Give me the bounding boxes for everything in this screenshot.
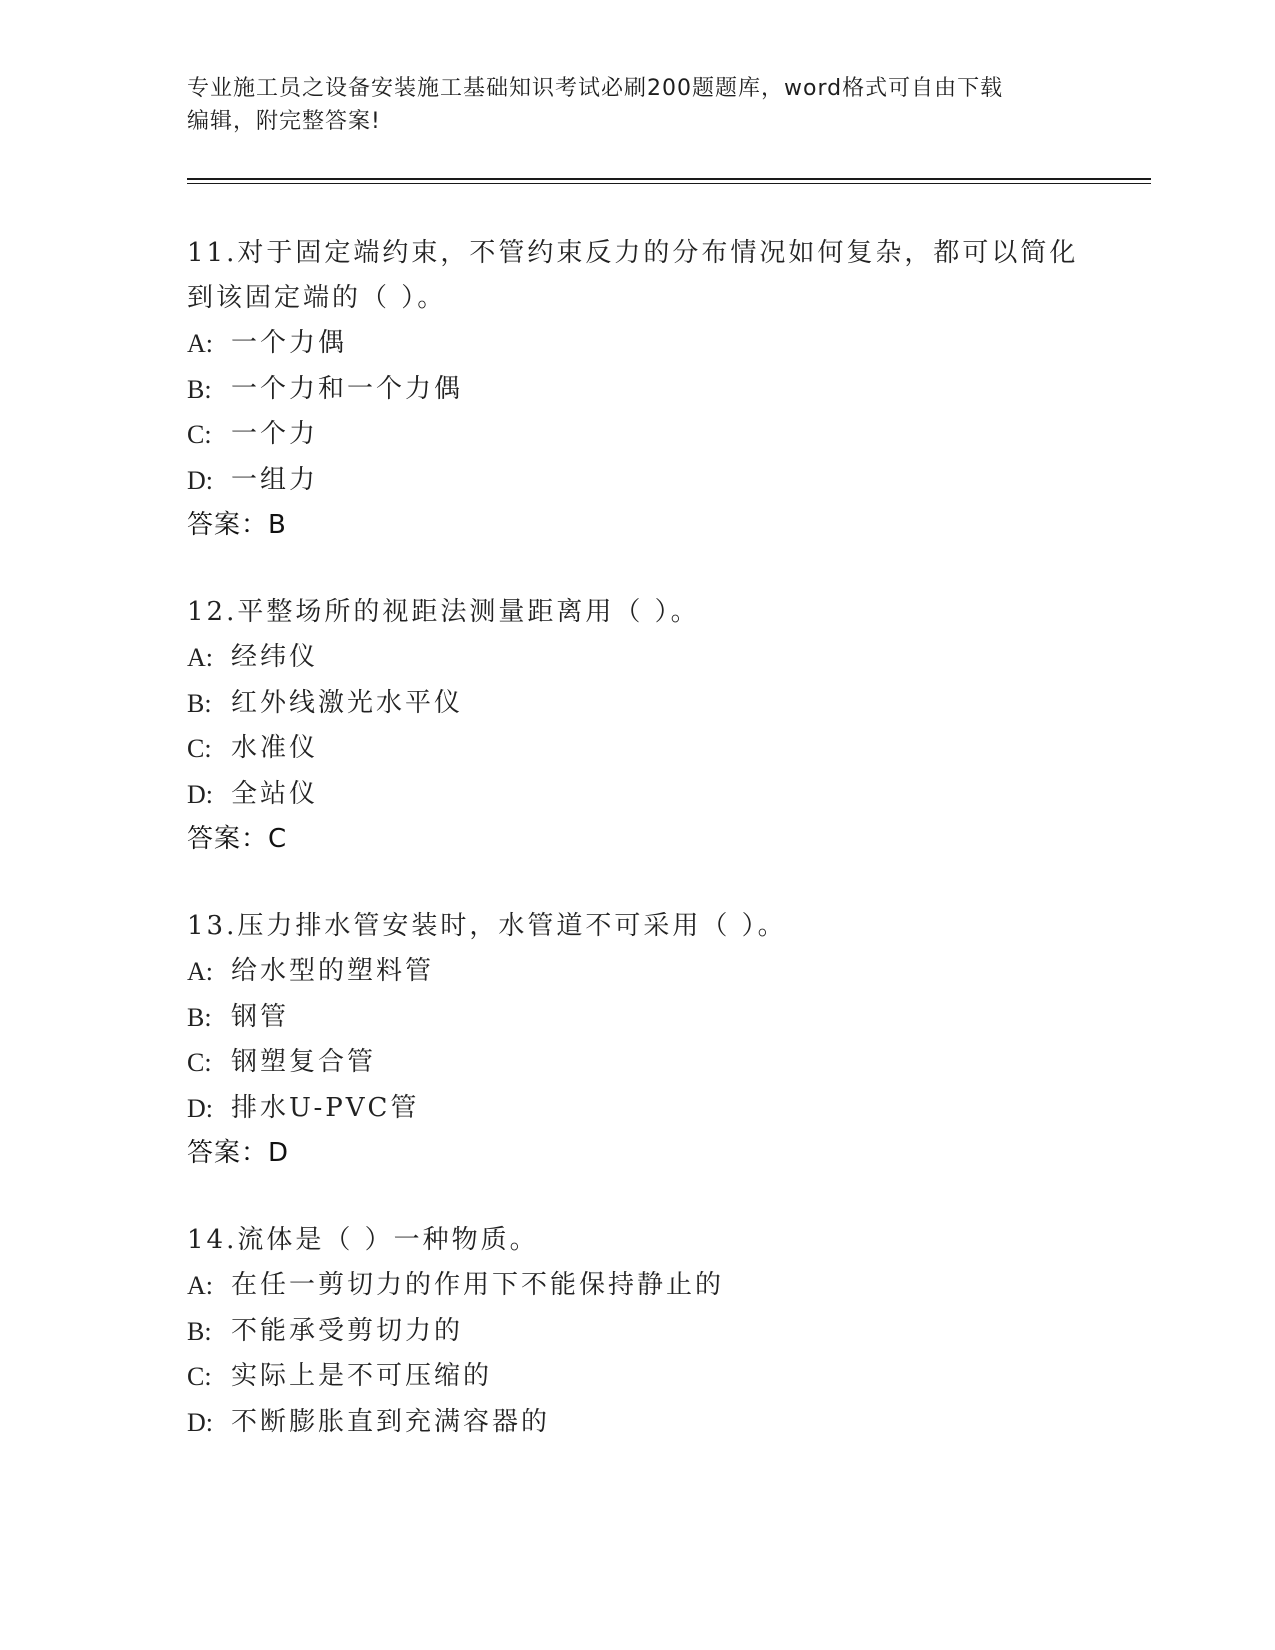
option-letter: D: xyxy=(187,779,213,809)
option-letter: D: xyxy=(187,1407,213,1437)
option-b xyxy=(187,995,1087,1041)
option-text: 全站仪 xyxy=(231,778,319,809)
option-text: 一组力 xyxy=(231,464,319,495)
header-divider-thin xyxy=(187,183,1151,184)
answer-line: 答案：C xyxy=(187,824,288,854)
option-c xyxy=(187,1354,1087,1400)
option-text: 一个力偶 xyxy=(231,328,348,358)
option-text: 钢塑复合管 xyxy=(231,1047,377,1077)
option-letter: A: xyxy=(187,643,213,672)
question-stem xyxy=(187,1218,1087,1263)
option-c xyxy=(187,412,1087,458)
option-text: 钢管 xyxy=(231,1001,290,1032)
question-12 xyxy=(187,590,1087,862)
option-text: 经纬仪 xyxy=(231,642,319,672)
option-d xyxy=(187,1086,1087,1132)
question-14 xyxy=(187,1218,1087,1445)
option-letter: A: xyxy=(187,957,213,986)
option-letter: C: xyxy=(187,420,212,449)
question-stem-line-2: 到该固定端的（ ）。 xyxy=(187,283,447,313)
option-text: 不断膨胀直到充满容器的 xyxy=(231,1406,551,1437)
option-c xyxy=(187,726,1087,772)
header-divider-thick xyxy=(187,178,1151,180)
option-letter: B: xyxy=(187,374,212,404)
option-text: 给水型的塑料管 xyxy=(231,956,435,986)
question-stem xyxy=(187,904,1087,949)
question-list xyxy=(187,231,1087,1487)
option-letter: C: xyxy=(187,734,212,763)
option-b xyxy=(187,1309,1087,1355)
question-stem-line-1: 14.流体是（ ）一种物质。 xyxy=(187,1225,539,1255)
option-text: 一个力和一个力偶 xyxy=(231,373,464,404)
option-letter: C: xyxy=(187,1362,212,1391)
option-letter: D: xyxy=(187,465,213,495)
option-letter: B: xyxy=(187,1316,212,1346)
question-stem xyxy=(187,590,1087,635)
option-text: 在任一剪切力的作用下不能保持静止的 xyxy=(231,1270,725,1300)
header-title-line-1: 专业施工员之设备安装施工基础知识考试必刷200题题库，word格式可自由下载 xyxy=(187,76,1004,101)
option-a xyxy=(187,949,1087,995)
header-title-line-2: 编辑，附完整答案! xyxy=(187,109,381,134)
answer-line: 答案：D xyxy=(187,1138,290,1168)
document-header xyxy=(187,72,1087,138)
question-11 xyxy=(187,231,1087,548)
option-letter: C: xyxy=(187,1048,212,1077)
option-d xyxy=(187,1400,1087,1446)
option-d xyxy=(187,772,1087,818)
option-letter: A: xyxy=(187,329,213,358)
question-stem-line-1: 13.压力排水管安装时，水管道不可采用（ ）。 xyxy=(187,911,787,941)
option-b xyxy=(187,681,1087,727)
question-stem-line-1: 11.对于固定端约束，不管约束反力的分布情况如何复杂，都可以简化 xyxy=(187,238,1079,268)
option-a xyxy=(187,635,1087,681)
option-letter: D: xyxy=(187,1093,213,1123)
option-text: 一个力 xyxy=(231,419,319,449)
option-b xyxy=(187,367,1087,413)
option-text: 不能承受剪切力的 xyxy=(231,1315,464,1346)
option-text: 红外线激光水平仪 xyxy=(231,687,464,718)
question-13 xyxy=(187,904,1087,1176)
answer-line: 答案：B xyxy=(187,510,287,540)
option-text: 水准仪 xyxy=(231,733,319,763)
question-stem-line-1: 12.平整场所的视距法测量距离用（ ）。 xyxy=(187,597,700,627)
option-a xyxy=(187,321,1087,367)
option-text: 实际上是不可压缩的 xyxy=(231,1361,493,1391)
option-text: 排水U-PVC管 xyxy=(231,1092,420,1123)
option-a xyxy=(187,1263,1087,1309)
option-letter: A: xyxy=(187,1271,213,1300)
option-letter: B: xyxy=(187,1002,212,1032)
option-letter: B: xyxy=(187,688,212,718)
option-c xyxy=(187,1040,1087,1086)
question-stem xyxy=(187,231,1087,321)
option-d xyxy=(187,458,1087,504)
